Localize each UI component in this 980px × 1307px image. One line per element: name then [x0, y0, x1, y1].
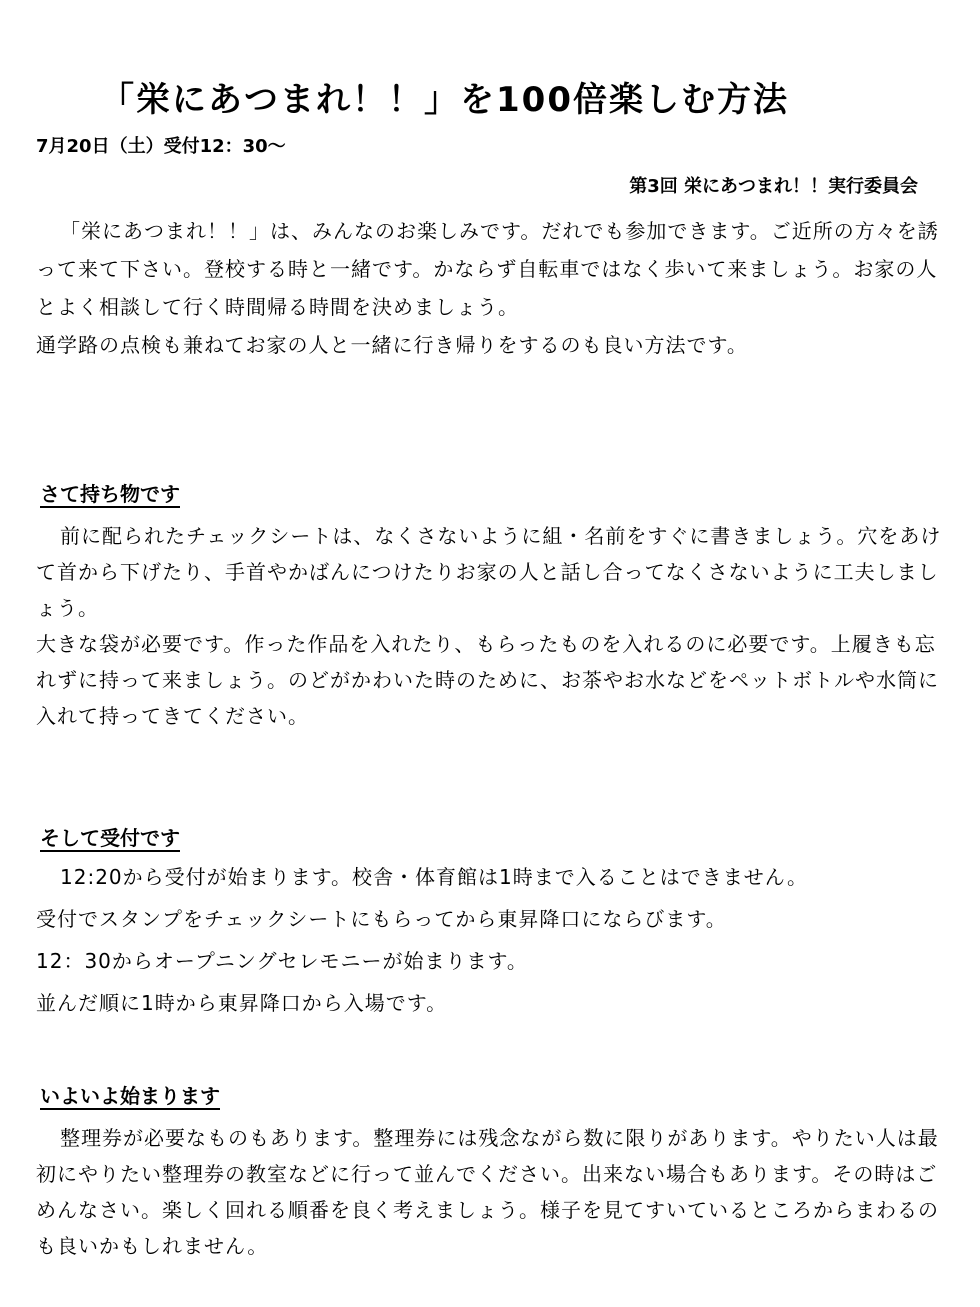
reception-line-4: 並んだ順に1時から東昇降口から入場です。 [36, 991, 448, 1015]
belongings-paragraph-1: 前に配られたチェックシートは、なくさないように組・名前をすぐに書きましょう。穴をあけて首から下げたり、手首やかばんにつけたりお家の人と話し合ってなくさないように工夫しましょう。 [36, 524, 942, 620]
intro-paragraph: 「栄にあつまれ！！」は、みんなのお楽しみです。だれでも参加できます。ご近所の方々を誘って来て下さい。登校する時と一緒です。かならず自転車ではなく歩いて来ましょう。お家の人とよく相談して行く時間帰る時間を決めましょう。 [36, 219, 939, 319]
reception-line-1: 12:20から受付が始まります。校舎・体育館は1時まで入ることはできません。 [60, 865, 808, 889]
page-title: 「栄にあつまれ！！」を100倍楽しむ方法 [100, 80, 789, 120]
section-belongings [36, 518, 948, 734]
reception-line-3: 12：30からオープニングセレモニーが始まります。 [36, 949, 528, 973]
intro-section [36, 212, 948, 364]
belongings-paragraph-2: 大きな袋が必要です。作った作品を入れたり、もらったものを入れるのに必要です。上履きも忘れずに持って来ましょう。のどがかわいた時のために、お茶やお水などをペットボトルや水筒に入れて持ってきてください。 [36, 632, 939, 728]
section-heading-start: いよいよ始まります [40, 1084, 220, 1108]
reception-line-2: 受付でスタンプをチェックシートにもらってから東昇降口にならびます。 [36, 907, 727, 931]
intro-paragraph-2: 通学路の点検も兼ねてお家の人と一緒に行き帰りをするのも良い方法です。 [36, 333, 748, 357]
section-heading-reception: そして受付です [40, 826, 180, 850]
event-date: 7月20日（土）受付12：30～ [36, 136, 286, 157]
section-heading-belongings: さて持ち物です [40, 482, 180, 506]
committee-name: 第3回 栄にあつまれ！！実行委員会 [629, 176, 918, 197]
section-start [36, 1120, 948, 1264]
section-reception [36, 856, 948, 1024]
start-paragraph: 整理券が必要なものもあります。整理券には残念ながら数に限りがあります。やりたい人は最初にやりたい整理券の教室などに行って並んでください。出来ない場合もあります。その時はごめんなさい。楽しく回れる順番を良く考えましょう。様子を見てすいているところからまわるのも良いかもしれません。 [36, 1126, 939, 1258]
